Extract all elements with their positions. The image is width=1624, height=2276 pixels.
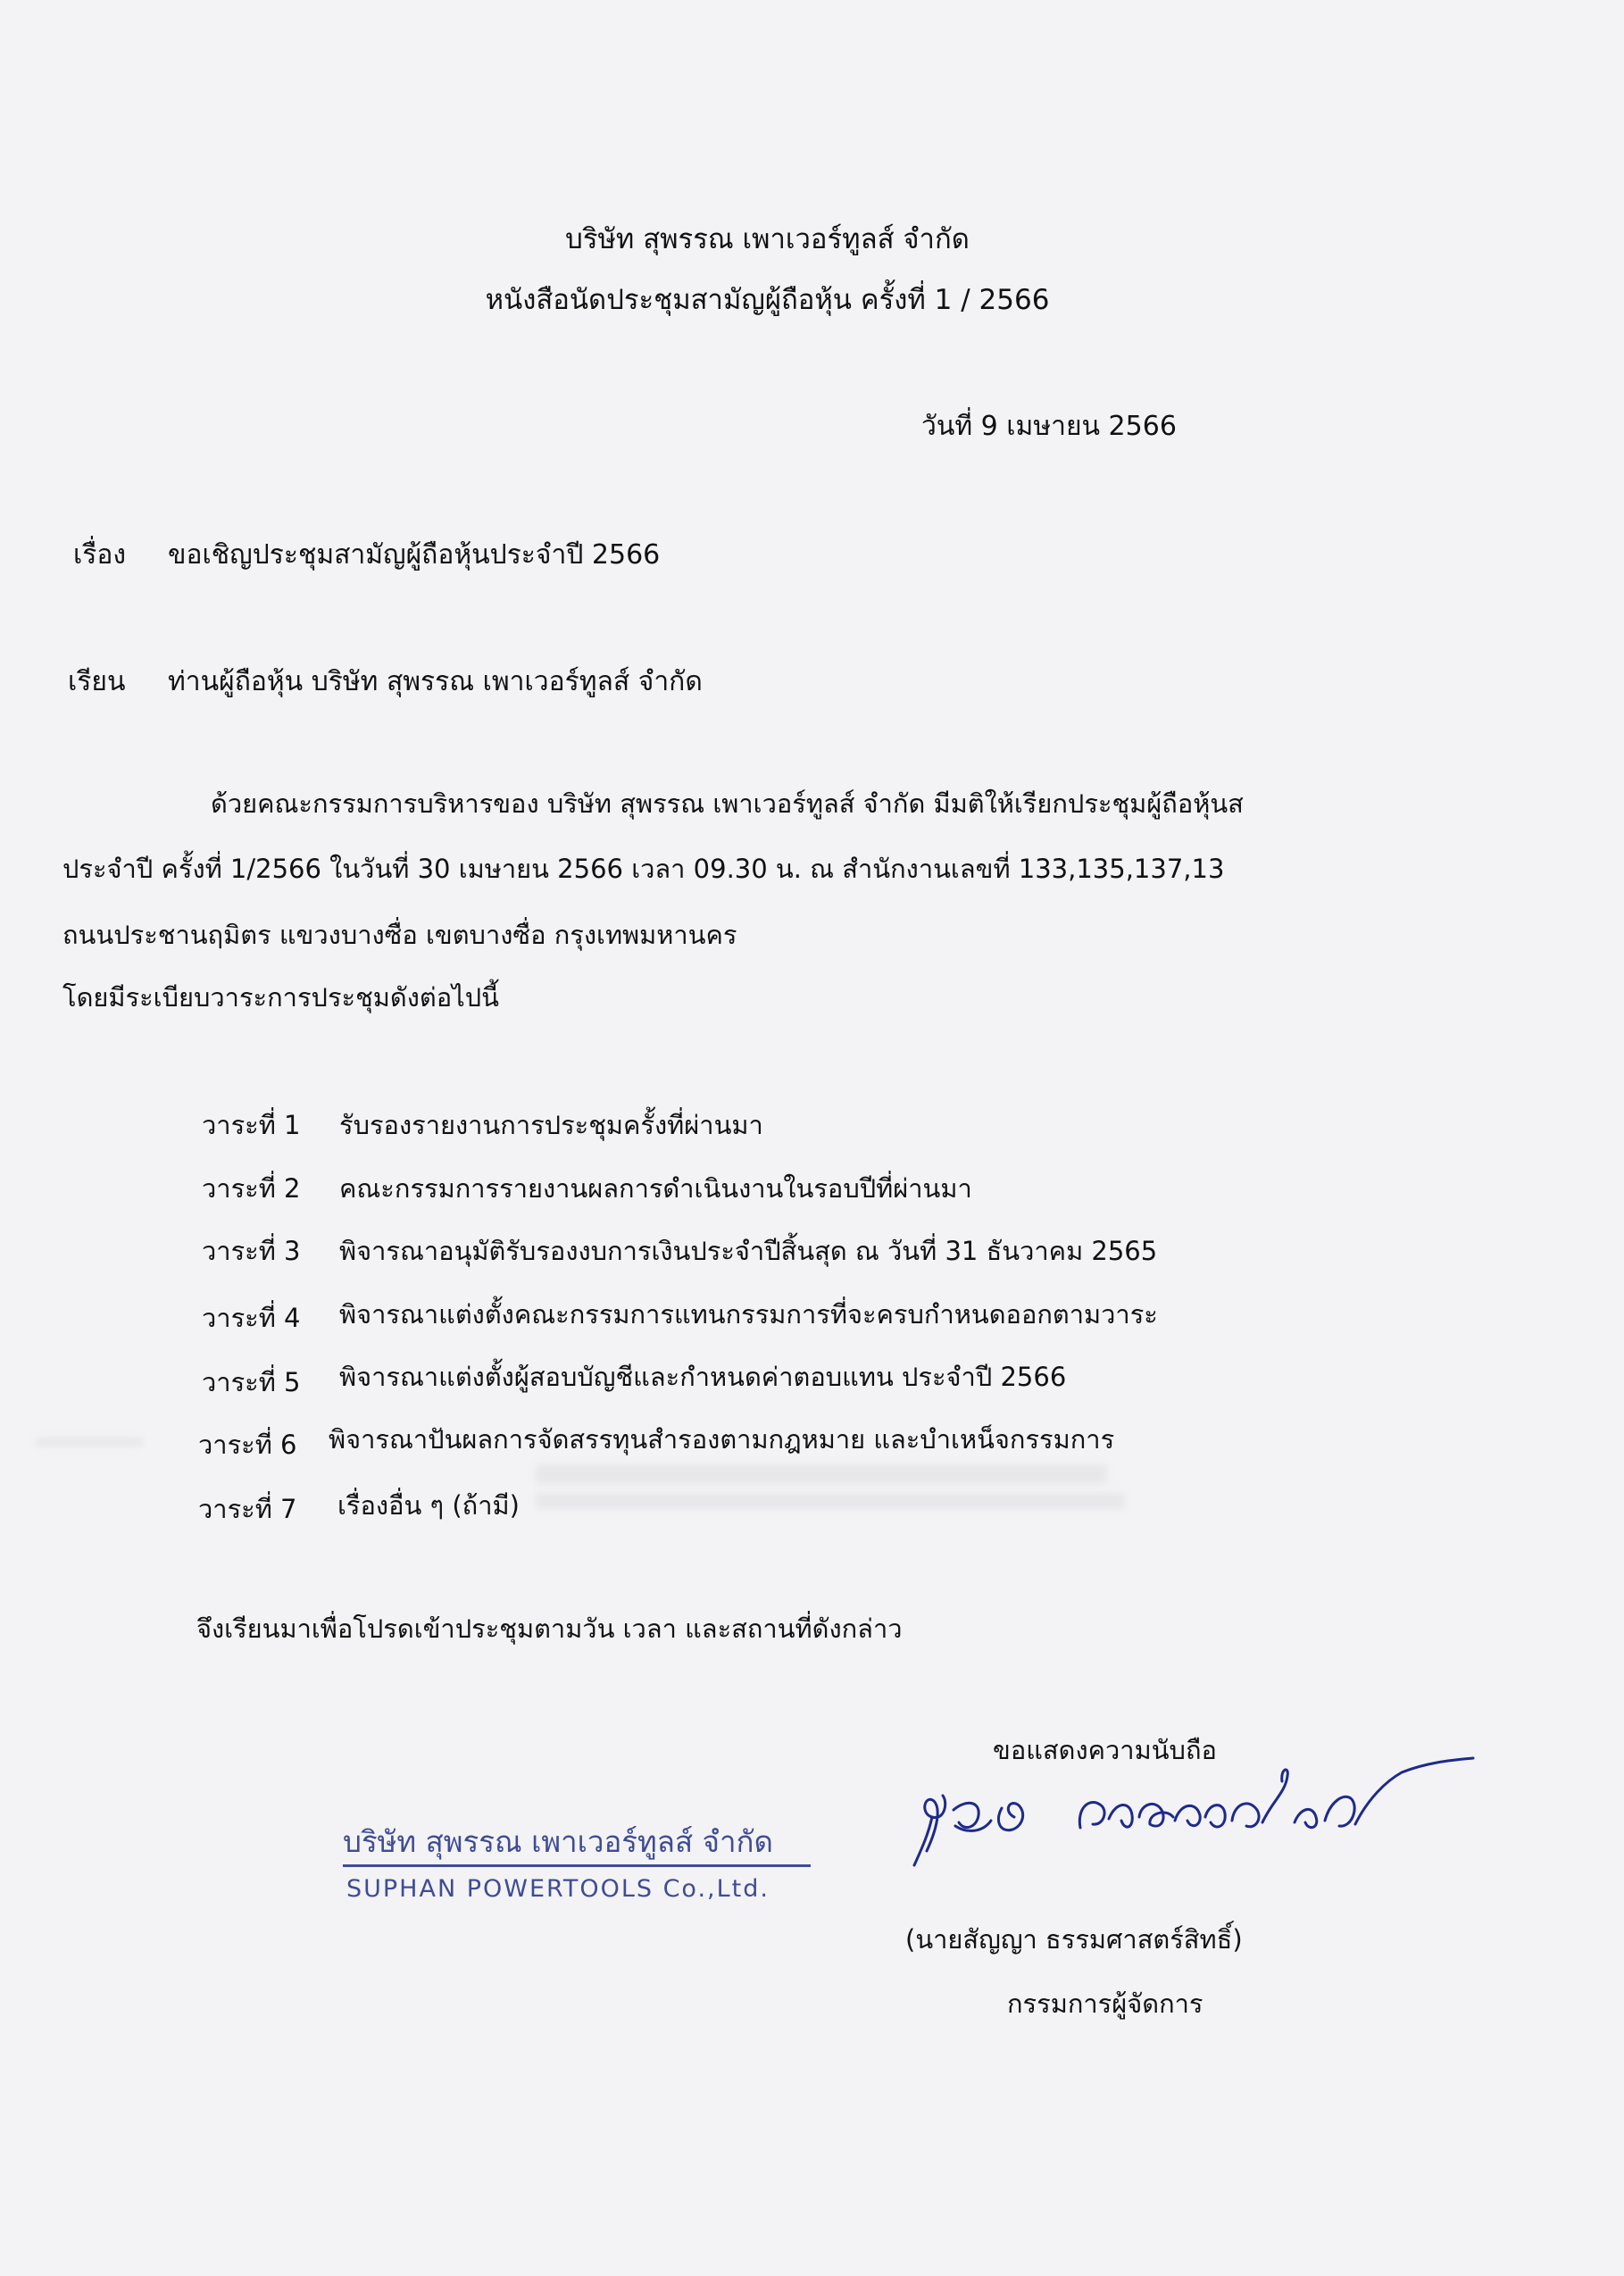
agenda-text: พิจารณาปันผลการจัดสรรทุนสำรองตามกฎหมาย และบำเหน็จกรรมการ bbox=[329, 1424, 1115, 1455]
letter-date: วันที่ 9 เมษายน 2566 bbox=[921, 411, 1177, 442]
agenda-text: พิจารณาอนุมัติรับรองงบการเงินประจำปีสิ้นสุด ณ วันที่ 31 ธันวาคม 2565 bbox=[339, 1236, 1158, 1266]
agenda-text: เรื่องอื่น ๆ (ถ้ามี) bbox=[337, 1490, 520, 1521]
body-line-4: โดยมีระเบียบวาระการประชุมดังต่อไปนี้ bbox=[62, 982, 499, 1013]
agenda-number: วาระที่ 4 bbox=[202, 1303, 301, 1333]
stamp-divider bbox=[343, 1864, 811, 1867]
regards-text: ขอแสดงความนับถือ bbox=[993, 1735, 1217, 1765]
company-name-heading: บริษัท สุพรรณ เพาเวอร์ทูลส์ จำกัด bbox=[565, 223, 970, 255]
addressee-label: เรียน bbox=[68, 666, 126, 697]
faded-mark bbox=[36, 1438, 143, 1446]
stamp-english-name: SUPHAN POWERTOOLS Co.,Ltd. bbox=[346, 1875, 770, 1903]
signatory-name: (นายสัญญา ธรรมศาสตร์สิทธิ์) bbox=[905, 1924, 1243, 1955]
agenda-text: พิจารณาแต่งตั้งผู้สอบบัญชีและกำหนดค่าตอบแทน ประจำปี 2566 bbox=[339, 1362, 1067, 1392]
agenda-text: รับรองรายงานการประชุมครั้งที่ผ่านมา bbox=[339, 1110, 763, 1140]
subject-label: เรื่อง bbox=[73, 539, 127, 571]
agenda-text: คณะกรรมการรายงานผลการดำเนินงานในรอบปีที่ผ่านมา bbox=[339, 1173, 972, 1204]
agenda-text: พิจารณาแต่งตั้งคณะกรรมการแทนกรรมการที่จะครบกำหนดออกตามวาระ bbox=[339, 1299, 1158, 1330]
subject-text: ขอเชิญประชุมสามัญผู้ถือหุ้นประจำปี 2566 bbox=[168, 539, 661, 571]
body-line-1: ด้วยคณะกรรมการบริหารของ บริษัท สุพรรณ เพาเวอร์ทูลส์ จำกัด มีมติให้เรียกประชุมผู้ถือหุ้นส bbox=[211, 788, 1244, 819]
agenda-number: วาระที่ 2 bbox=[202, 1173, 301, 1204]
body-line-2: ประจำปี ครั้งที่ 1/2566 ในวันที่ 30 เมษายน 2566 เวลา 09.30 น. ณ สำนักงานเลขที่ 133,135,137,13 bbox=[62, 854, 1225, 884]
agenda-number: วาระที่ 6 bbox=[198, 1430, 297, 1460]
stamp-thai-name: บริษัท สุพรรณ เพาเวอร์ทูลส์ จำกัด bbox=[343, 1824, 773, 1859]
agenda-number: วาระที่ 1 bbox=[202, 1110, 301, 1140]
handwritten-signature bbox=[902, 1746, 1482, 1897]
addressee-text: ท่านผู้ถือหุ้น บริษัท สุพรรณ เพาเวอร์ทูลส์ จำกัด bbox=[168, 666, 703, 697]
agenda-number: วาระที่ 3 bbox=[202, 1236, 301, 1266]
faded-mark bbox=[536, 1493, 1125, 1509]
signatory-position: กรรมการผู้จัดการ bbox=[1007, 1988, 1203, 2019]
body-line-3: ถนนประชานฤมิตร แขวงบางซื่อ เขตบางซื่อ กรุงเทพมหานคร bbox=[62, 920, 737, 950]
agenda-number: วาระที่ 5 bbox=[202, 1367, 301, 1397]
agenda-number: วาระที่ 7 bbox=[198, 1494, 297, 1524]
closing-sentence: จึงเรียนมาเพื่อโปรดเข้าประชุมตามวัน เวลา และสถานที่ดังกล่าว bbox=[196, 1613, 903, 1644]
faded-mark bbox=[536, 1464, 1107, 1484]
meeting-notice-heading: หนังสือนัดประชุมสามัญผู้ถือหุ้น ครั้งที่ 1 / 2566 bbox=[485, 284, 1050, 316]
